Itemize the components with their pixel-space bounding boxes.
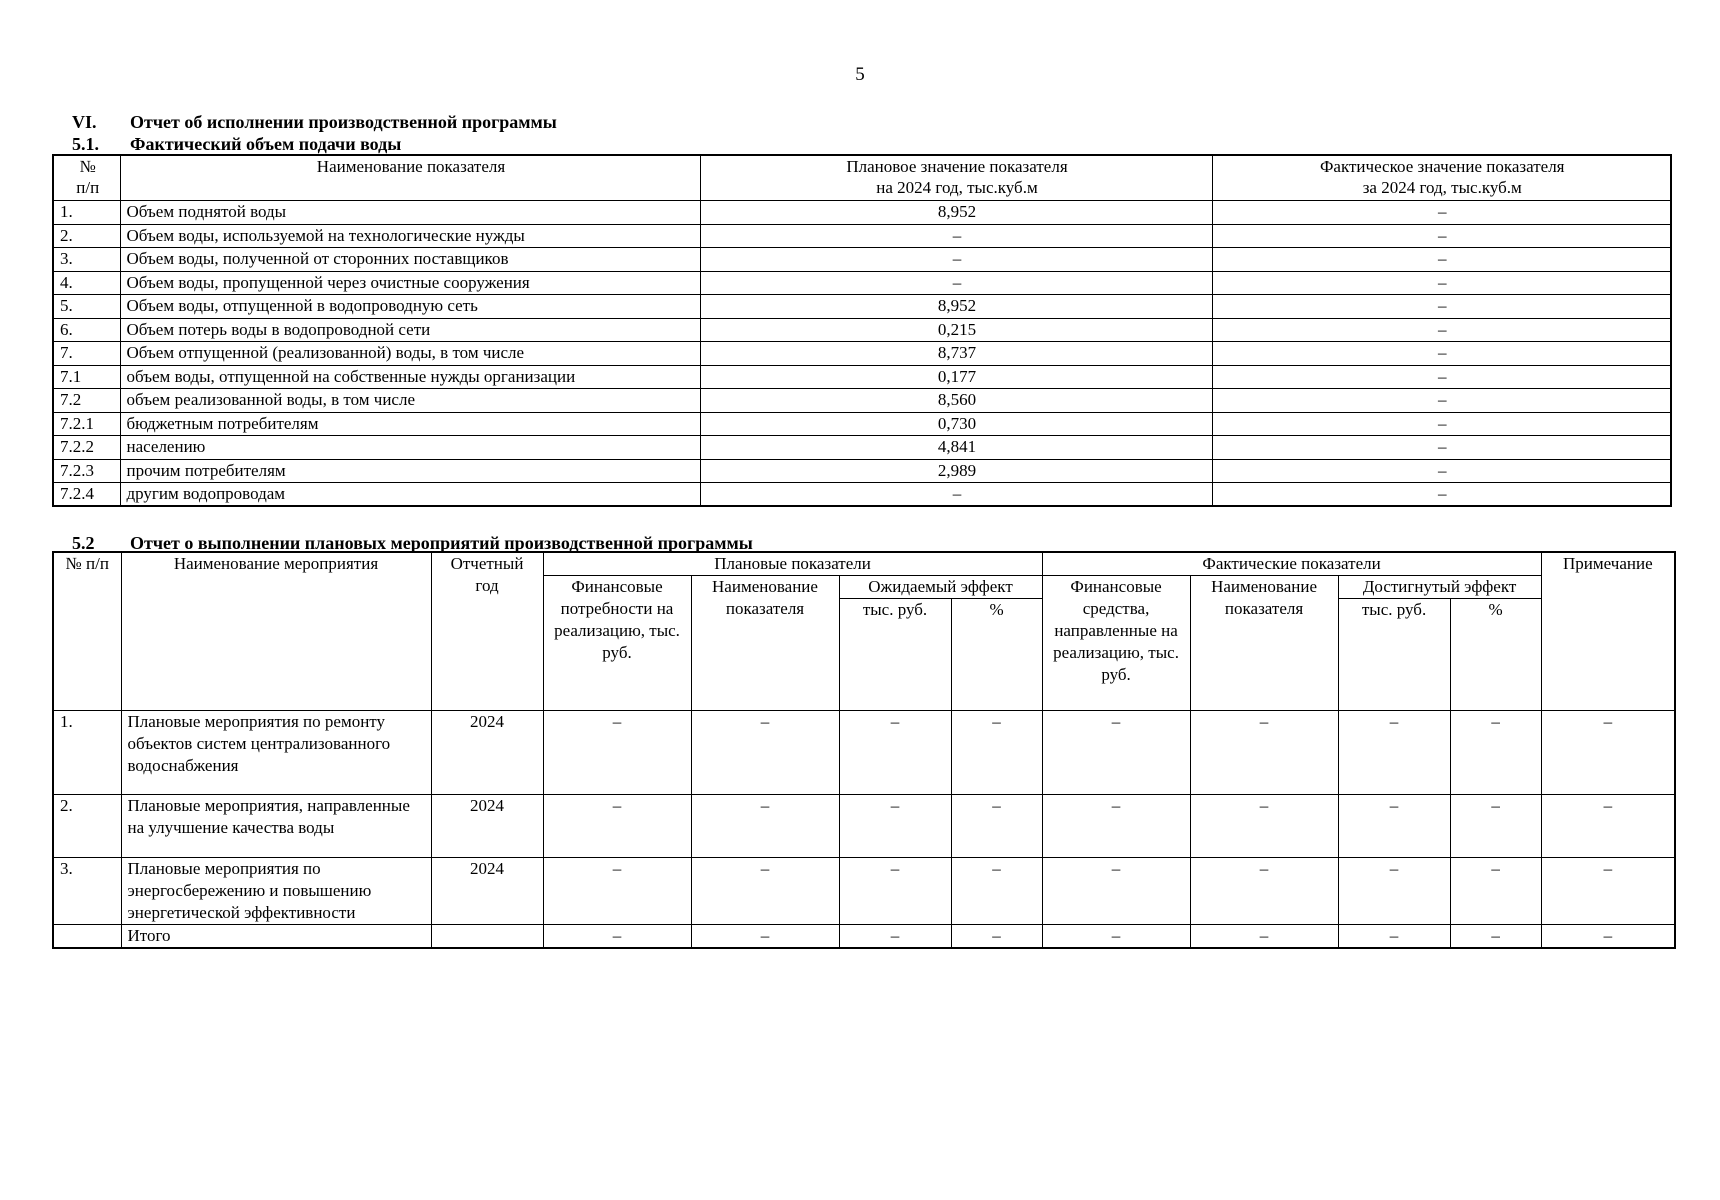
actual-value: – xyxy=(1212,436,1671,460)
planned-value: 0,215 xyxy=(700,318,1212,342)
value-cell: – xyxy=(1338,858,1450,925)
indicator-name: Объем воды, пропущенной через очистные сооружения xyxy=(120,271,700,295)
value-cell: – xyxy=(839,925,951,949)
value-cell: – xyxy=(1190,925,1338,949)
row-number: 5. xyxy=(53,295,120,319)
table-row xyxy=(53,412,1671,436)
indicator-name: Объем воды, отпущенной в водопроводную сеть xyxy=(120,295,700,319)
indicator-name: Объем воды, полученной от сторонних поставщиков xyxy=(120,248,700,272)
indicator-name: объем реализованной воды, в том числе xyxy=(120,389,700,413)
table-row xyxy=(53,318,1671,342)
header-plan-indicator: Наименование показателя xyxy=(691,576,839,711)
header-plan-effect: Ожидаемый эффект xyxy=(839,576,1042,599)
header-fact-indicator: Наименование показателя xyxy=(1190,576,1338,711)
section-number: VI. xyxy=(72,112,97,132)
row-number: 3. xyxy=(53,858,121,925)
planned-value: 8,737 xyxy=(700,342,1212,366)
value-cell: – xyxy=(1338,795,1450,858)
value-cell: – xyxy=(1042,925,1190,949)
row-number: 7.2.1 xyxy=(53,412,120,436)
measure-name: Плановые мероприятия по энергосбережению и повышению энергетической эффективности xyxy=(121,858,431,925)
value-cell: – xyxy=(839,711,951,795)
table-row xyxy=(53,436,1671,460)
row-number: 7.2.3 xyxy=(53,459,120,483)
planned-value: 8,952 xyxy=(700,201,1212,225)
measure-name: Плановые мероприятия, направленные на улучшение качества воды xyxy=(121,795,431,858)
row-number: 3. xyxy=(53,248,120,272)
value-cell: – xyxy=(1190,858,1338,925)
actual-value: – xyxy=(1212,224,1671,248)
value-cell: – xyxy=(1042,795,1190,858)
value-cell: – xyxy=(543,711,691,795)
header-fact-effect: Достигнутый эффект xyxy=(1338,576,1541,599)
actual-value: – xyxy=(1212,342,1671,366)
table-row xyxy=(53,795,1675,858)
section-number: 5.2 xyxy=(72,533,95,553)
indicator-name: объем воды, отпущенной на собственные нужды организации xyxy=(120,365,700,389)
value-cell: – xyxy=(543,858,691,925)
value-cell: – xyxy=(1042,858,1190,925)
planned-value: – xyxy=(700,248,1212,272)
header-plan-rub: тыс. руб. xyxy=(839,599,951,711)
total-row xyxy=(53,925,1675,949)
measure-name: Плановые мероприятия по ремонту объектов систем централизованного водоснабжения xyxy=(121,711,431,795)
value-cell: – xyxy=(543,925,691,949)
measure-name: Итого xyxy=(121,925,431,949)
section-title: Отчет о выполнении плановых мероприятий производственной программы xyxy=(130,533,753,553)
actual-value: – xyxy=(1212,201,1671,225)
value-cell: – xyxy=(951,925,1042,949)
row-number: 1. xyxy=(53,201,120,225)
indicator-name: населению xyxy=(120,436,700,460)
value-cell: – xyxy=(691,858,839,925)
report-year: 2024 xyxy=(431,858,543,925)
table-row xyxy=(53,342,1671,366)
planned-value: 2,989 xyxy=(700,459,1212,483)
indicator-name: Объем потерь воды в водопроводной сети xyxy=(120,318,700,342)
section-heading-5-2 xyxy=(72,533,753,553)
row-number: 7.2.4 xyxy=(53,483,120,507)
indicator-name: бюджетным потребителям xyxy=(120,412,700,436)
planned-value: 0,730 xyxy=(700,412,1212,436)
value-cell: – xyxy=(1042,711,1190,795)
indicator-name: Объем поднятой воды xyxy=(120,201,700,225)
header-plan-group: Плановые показатели xyxy=(543,552,1042,576)
table-row xyxy=(53,224,1671,248)
report-year xyxy=(431,925,543,949)
table-row xyxy=(53,483,1671,507)
value-cell: – xyxy=(1338,711,1450,795)
value-cell: – xyxy=(1190,711,1338,795)
section-title: Отчет об исполнении производственной программы xyxy=(130,112,557,132)
actual-value: – xyxy=(1212,412,1671,436)
header-year: Отчетный год xyxy=(431,552,543,711)
header-plan: Плановое значение показателя на 2024 год, тыс.куб.м xyxy=(700,155,1212,201)
value-cell: – xyxy=(1450,858,1541,925)
value-cell: – xyxy=(691,795,839,858)
value-cell: – xyxy=(543,795,691,858)
header-fact-rub: тыс. руб. xyxy=(1338,599,1450,711)
actual-value: – xyxy=(1212,459,1671,483)
value-cell: – xyxy=(691,925,839,949)
row-number: 2. xyxy=(53,795,121,858)
value-cell: – xyxy=(1338,925,1450,949)
actual-value: – xyxy=(1212,318,1671,342)
indicator-name: другим водопроводам xyxy=(120,483,700,507)
table-row xyxy=(53,858,1675,925)
table-row xyxy=(53,459,1671,483)
row-number: 7. xyxy=(53,342,120,366)
section-title: Фактический объем подачи воды xyxy=(130,134,402,154)
actual-value: – xyxy=(1212,295,1671,319)
actual-value: – xyxy=(1212,271,1671,295)
header-fact-percent: % xyxy=(1450,599,1541,711)
row-number: 7.2.2 xyxy=(53,436,120,460)
table-row xyxy=(53,201,1671,225)
value-cell: – xyxy=(839,795,951,858)
header-note: Примечание xyxy=(1541,552,1675,711)
planned-measures-table xyxy=(52,551,1676,949)
planned-value: – xyxy=(700,483,1212,507)
actual-value: – xyxy=(1212,483,1671,507)
table-row xyxy=(53,295,1671,319)
header-name: Наименование показателя xyxy=(120,155,700,201)
planned-value: – xyxy=(700,271,1212,295)
value-cell: – xyxy=(1541,795,1675,858)
value-cell: – xyxy=(951,858,1042,925)
header-name: Наименование мероприятия xyxy=(121,552,431,711)
planned-value: 8,952 xyxy=(700,295,1212,319)
row-number: 4. xyxy=(53,271,120,295)
indicator-name: Объем отпущенной (реализованной) воды, в том числе xyxy=(120,342,700,366)
row-number: 7.1 xyxy=(53,365,120,389)
actual-value: – xyxy=(1212,389,1671,413)
row-number: 6. xyxy=(53,318,120,342)
indicator-name: Объем воды, используемой на технологические нужды xyxy=(120,224,700,248)
header-fact: Фактическое значение показателя за 2024 год, тыс.куб.м xyxy=(1212,155,1671,201)
value-cell: – xyxy=(1541,925,1675,949)
row-number: 7.2 xyxy=(53,389,120,413)
header-plan-fin: Финансовые потребности на реализацию, тыс. руб. xyxy=(543,576,691,711)
table-row xyxy=(53,271,1671,295)
row-number: 1. xyxy=(53,711,121,795)
table-row xyxy=(53,389,1671,413)
planned-value: 0,177 xyxy=(700,365,1212,389)
section-heading-5-1 xyxy=(72,134,401,154)
value-cell: – xyxy=(1450,711,1541,795)
row-number xyxy=(53,925,121,949)
value-cell: – xyxy=(1190,795,1338,858)
planned-value: 8,560 xyxy=(700,389,1212,413)
value-cell: – xyxy=(1541,858,1675,925)
header-fact-group: Фактические показатели xyxy=(1042,552,1541,576)
header-fact-fin: Финансовые средства, направленные на реализацию, тыс. руб. xyxy=(1042,576,1190,711)
table-row xyxy=(53,248,1671,272)
table-row xyxy=(53,711,1675,795)
value-cell: – xyxy=(691,711,839,795)
table-row xyxy=(53,365,1671,389)
header-num: № п/п xyxy=(53,155,120,201)
table-header-row xyxy=(53,552,1675,576)
planned-value: – xyxy=(700,224,1212,248)
actual-value: – xyxy=(1212,365,1671,389)
page-number: 5 xyxy=(855,64,865,85)
section-number: 5.1. xyxy=(72,134,99,154)
value-cell: – xyxy=(1450,925,1541,949)
value-cell: – xyxy=(1450,795,1541,858)
actual-value: – xyxy=(1212,248,1671,272)
header-num: № п/п xyxy=(53,552,121,711)
value-cell: – xyxy=(951,795,1042,858)
value-cell: – xyxy=(1541,711,1675,795)
value-cell: – xyxy=(951,711,1042,795)
row-number: 2. xyxy=(53,224,120,248)
section-heading-vi xyxy=(72,112,557,132)
value-cell: – xyxy=(839,858,951,925)
table-header-row xyxy=(53,155,1671,201)
report-year: 2024 xyxy=(431,795,543,858)
indicator-name: прочим потребителям xyxy=(120,459,700,483)
header-plan-percent: % xyxy=(951,599,1042,711)
planned-value: 4,841 xyxy=(700,436,1212,460)
report-year: 2024 xyxy=(431,711,543,795)
water-supply-volume-table xyxy=(52,154,1672,507)
